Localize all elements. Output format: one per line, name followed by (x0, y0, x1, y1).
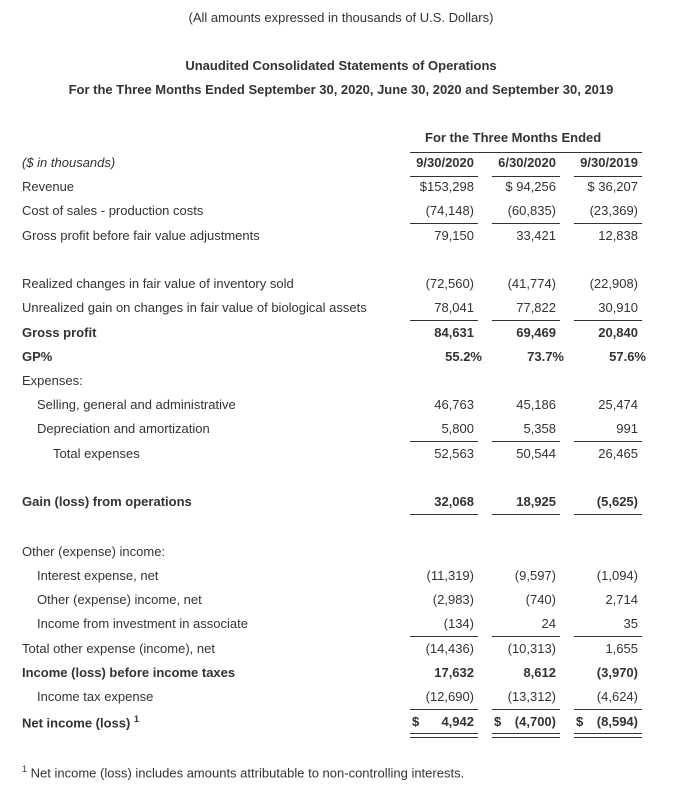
cell-value: (72,560) (425, 276, 474, 291)
statement-title: Unaudited Consolidated Statements of Operations (185, 58, 497, 73)
cell-value: 991 (616, 421, 638, 436)
table-row (0, 325, 682, 345)
subtotal-rule (492, 320, 560, 321)
column-header-rule (574, 176, 642, 177)
row-label: Selling, general and administrative (37, 397, 236, 412)
cell-value: 8,612 (523, 665, 556, 680)
cell-value: (14,436) (425, 641, 474, 656)
row-label: Total expenses (53, 446, 140, 461)
subtotal-rule (410, 441, 478, 442)
subtotal-rule (410, 320, 478, 321)
row-label: Other (expense) income, net (37, 592, 202, 607)
subtotal-rule (410, 636, 478, 637)
cell-value: (740) (525, 592, 556, 607)
cell-value: $153,298 (419, 179, 474, 194)
cell-value: (11,319) (426, 568, 474, 583)
table-row (0, 714, 682, 734)
table-row (0, 397, 682, 417)
table-row (0, 616, 682, 636)
subtotal-rule (492, 514, 560, 515)
column-header-q3-2020: 9/30/2020 (416, 155, 474, 170)
amounts-note: (All amounts expressed in thousands of U.S. Dollars) (188, 10, 494, 25)
row-label: Depreciation and amortization (37, 421, 210, 436)
subtotal-rule (574, 709, 642, 710)
row-label: Revenue (22, 179, 75, 194)
cell-value: (41,774) (507, 276, 556, 291)
subtotal-rule (492, 223, 560, 224)
cell-value: (9,597) (514, 568, 556, 583)
subtotal-rule (574, 223, 642, 224)
footnote-text: Net income (loss) includes amounts attributable to non-controlling interests. (30, 765, 465, 781)
footnote-mark: 1 (22, 764, 28, 774)
row-label: Cost of sales - production costs (22, 203, 204, 218)
subtotal-rule (492, 441, 560, 442)
table-row (0, 665, 682, 685)
subtotal-rule (574, 514, 642, 515)
row-label: Expenses: (22, 373, 83, 388)
subtotal-rule (492, 636, 560, 637)
cell-value: (1,094) (596, 568, 638, 583)
subtotal-rule (574, 320, 642, 321)
table-row (0, 228, 682, 248)
subtotal-rule (410, 709, 478, 710)
row-label: Realized changes in fair value of inventory sold (22, 276, 294, 291)
table-row (0, 544, 682, 564)
table-row (0, 373, 682, 393)
cell-value: 4,942 (441, 714, 474, 729)
cell-value: (134) (443, 616, 474, 631)
row-label: Total other expense (income), net (22, 641, 215, 656)
row-label: Interest expense, net (37, 568, 159, 583)
column-header-row (0, 155, 682, 175)
cell-value: 73.7% (527, 349, 564, 364)
units-label: ($ in thousands) (22, 155, 116, 170)
table-row (0, 203, 682, 223)
cell-value: (4,624) (596, 689, 638, 704)
cell-value: 18,925 (516, 494, 556, 509)
table-row (0, 349, 682, 369)
column-header-rule (492, 176, 560, 177)
table-row (0, 276, 682, 296)
cell-value: 55.2% (445, 349, 482, 364)
footnote (22, 764, 464, 780)
cell-value: 17,632 (434, 665, 474, 680)
cell-value: 77,822 (516, 300, 556, 315)
cell-value: 20,840 (598, 325, 638, 340)
row-label: Gain (loss) from operations (22, 494, 192, 509)
column-header-rule (410, 176, 478, 177)
double-underline (574, 733, 642, 738)
cell-value: (74,148) (425, 203, 474, 218)
double-underline (410, 733, 478, 738)
cell-value: 1,655 (605, 641, 638, 656)
cell-value: 32,068 (434, 494, 474, 509)
row-label: Income (loss) before income taxes (22, 665, 236, 680)
footnote-marker: 1 (133, 714, 139, 724)
currency-symbol: $ (412, 714, 420, 729)
cell-value: (12,690) (425, 689, 474, 704)
subtotal-rule (492, 709, 560, 710)
row-label (22, 714, 139, 730)
subtotal-rule (574, 636, 642, 637)
cell-value: 69,469 (516, 325, 556, 340)
table-row (0, 592, 682, 612)
cell-value: 2,714 (605, 592, 638, 607)
cell-value: (60,835) (507, 203, 556, 218)
table-row (0, 446, 682, 466)
currency-symbol: $ (576, 714, 584, 729)
row-label: Income from investment in associate (37, 616, 248, 631)
subtotal-rule (574, 441, 642, 442)
table-row (0, 641, 682, 661)
cell-value: 46,763 (434, 397, 474, 412)
row-label: Unrealized gain on changes in fair value of biological assets (22, 300, 367, 315)
column-header-q3-2019: 9/30/2019 (580, 155, 638, 170)
table-row (0, 421, 682, 441)
cell-value: 45,186 (516, 397, 556, 412)
table-row (0, 494, 682, 514)
table-row (0, 568, 682, 588)
cell-value: (3,970) (596, 665, 638, 680)
cell-value: $ 36,207 (587, 179, 638, 194)
cell-value: 84,631 (434, 325, 474, 340)
cell-value: (10,313) (507, 641, 556, 656)
row-label: Gross profit before fair value adjustments (22, 228, 260, 243)
row-label: Income tax expense (37, 689, 154, 704)
cell-value: 26,465 (598, 446, 638, 461)
cell-value: 52,563 (434, 446, 474, 461)
subtotal-rule (410, 514, 478, 515)
net-income-label: Net income (loss) (22, 715, 131, 731)
cell-value: (22,908) (589, 276, 638, 291)
row-label: Other (expense) income: (22, 544, 166, 559)
cell-value: (2,983) (432, 592, 474, 607)
cell-value: 57.6% (609, 349, 646, 364)
period-header-rule (410, 152, 642, 153)
cell-value: 79,150 (434, 228, 474, 243)
statement-subtitle: For the Three Months Ended September 30, 2020, June 30, 2020 and September 30, 2019 (68, 82, 614, 97)
table-row (0, 300, 682, 320)
subtotal-rule (410, 223, 478, 224)
cell-value: (5,625) (596, 494, 638, 509)
table-row (0, 179, 682, 199)
table-row (0, 689, 682, 709)
double-underline (492, 733, 560, 738)
cell-value: 12,838 (598, 228, 638, 243)
column-header-q2-2020: 6/30/2020 (498, 155, 556, 170)
cell-value: 5,800 (441, 421, 474, 436)
row-label: GP% (22, 349, 53, 364)
cell-value: 35 (623, 616, 638, 631)
cell-value: 78,041 (434, 300, 474, 315)
cell-value: 5,358 (523, 421, 556, 436)
cell-value: (13,312) (507, 689, 556, 704)
currency-symbol: $ (494, 714, 502, 729)
cell-value: 25,474 (598, 397, 638, 412)
cell-value: (23,369) (589, 203, 638, 218)
cell-value: (4,700) (514, 714, 556, 729)
cell-value: $ 94,256 (505, 179, 556, 194)
cell-value: 30,910 (598, 300, 638, 315)
period-header: For the Three Months Ended (425, 130, 602, 145)
cell-value: 33,421 (516, 228, 556, 243)
cell-value: 24 (541, 616, 556, 631)
cell-value: 50,544 (516, 446, 556, 461)
cell-value: (8,594) (596, 714, 638, 729)
row-label: Gross profit (22, 325, 97, 340)
